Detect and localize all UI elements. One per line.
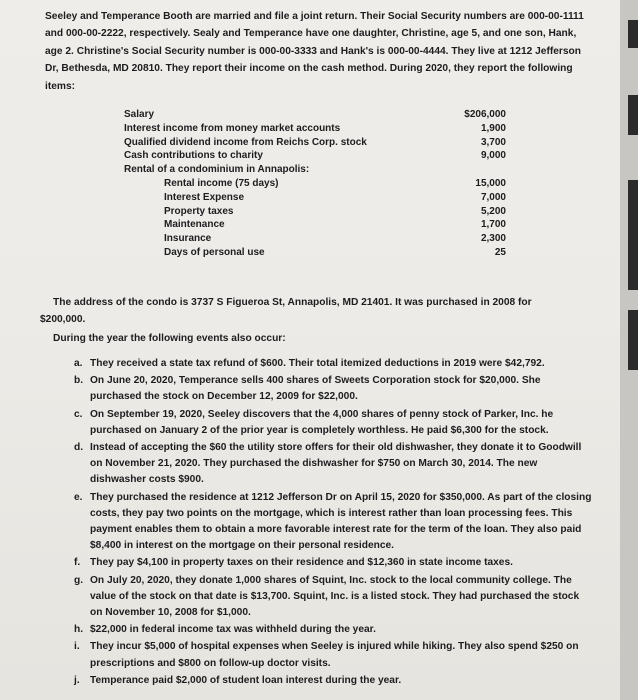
list-item bbox=[74, 573, 592, 622]
table-row bbox=[124, 149, 506, 163]
rental-amount: 15,000 bbox=[475, 177, 506, 189]
list-item bbox=[74, 373, 592, 405]
address-line-2: $200,000. bbox=[40, 314, 86, 325]
item-text: They purchased the residence at 1212 Jefferson Dr on April 15, 2020 for $350,000. As part of the closing costs, they pay two points on the mortgage, which is interest rather than loan processing fees. This payment enables them to obtain a more favorable interest rate for the term of the loan. They also paid $8,400 in interest on the mortgage on their personal residence. bbox=[90, 491, 592, 552]
events-intro: During the year the following events also occur: bbox=[53, 333, 286, 344]
rental-row bbox=[124, 246, 506, 260]
item-text: They pay $4,100 in property taxes on their residence and $12,360 in state income taxes. bbox=[90, 557, 513, 569]
item-text: Instead of accepting the $60 the utility store offers for their old dishwasher, they donate it to Goodwill on November 21, 2020. They purchased the dishwasher for $750 on March 30, 2014. The new dishwasher costs $900. bbox=[90, 442, 582, 486]
rental-row bbox=[124, 177, 506, 191]
address-line-1: The address of the condo is 3737 S Figueroa St, Annapolis, MD 21401. It was purchased in 2008 for bbox=[53, 297, 532, 308]
rental-amount: 1,700 bbox=[480, 219, 506, 231]
item-text: On September 19, 2020, Seeley discovers that the 4,000 shares of penny stock of Parker, Inc. he purchased on January 2 of the prior year is completely worthless. He paid $6,300 for the stock. bbox=[90, 408, 554, 436]
table-row bbox=[124, 136, 506, 150]
item-letter: a. bbox=[74, 358, 83, 369]
events-list bbox=[74, 356, 592, 690]
item-letter: f. bbox=[74, 557, 81, 569]
item-letter: g. bbox=[74, 574, 84, 586]
item-amount: 9,000 bbox=[480, 150, 506, 162]
item-letter: c. bbox=[74, 408, 83, 420]
rental-label: Interest Expense bbox=[164, 191, 245, 203]
table-row bbox=[124, 108, 506, 122]
rental-row bbox=[124, 205, 506, 219]
item-label: Qualified dividend income from Reichs Corp. stock bbox=[124, 136, 367, 148]
list-item bbox=[74, 356, 592, 372]
item-text: On June 20, 2020, Temperance sells 400 shares of Sweets Corporation stock for $20,000. She purchased the stock on December 12, 2009 for $22,000. bbox=[90, 375, 541, 403]
item-label: Interest income from money market accounts bbox=[124, 122, 341, 134]
list-item bbox=[74, 639, 592, 671]
item-text: $22,000 in federal income tax was withheld during the year. bbox=[90, 624, 376, 636]
edge-mark bbox=[628, 20, 638, 48]
edge-mark bbox=[628, 95, 638, 135]
item-amount: 1,900 bbox=[480, 122, 506, 134]
list-item bbox=[74, 407, 592, 439]
edge-mark bbox=[628, 310, 638, 370]
item-letter: d. bbox=[74, 442, 84, 454]
intro-paragraph: Seeley and Temperance Booth are married and file a joint return. Their Social Security numbers are 000-00-1111 and 000-00-2222, respectively. Sealy and Temperance have one daughter, Christine, age 5, and one son, Hank, age 2. Christine's Social Security number is 000-00-3333 and Hank's is 000-00-4444. They live at 1212 Jefferson Dr, Bethesda, MD 20810. They report their income on the cash method. During 2020, they report the following items: bbox=[45, 11, 584, 92]
list-item bbox=[74, 555, 592, 571]
rental-label: Rental income (75 days) bbox=[164, 177, 279, 189]
rental-amount: 5,200 bbox=[480, 205, 506, 217]
rental-row bbox=[124, 218, 506, 232]
item-amount: 3,700 bbox=[480, 136, 506, 148]
income-items-table bbox=[124, 108, 506, 260]
table-row bbox=[124, 122, 506, 136]
item-label: Rental of a condominium in Annapolis: bbox=[124, 164, 310, 176]
rental-amount: 25 bbox=[494, 246, 506, 258]
rental-label: Maintenance bbox=[164, 219, 225, 231]
condo-address-paragraph bbox=[40, 294, 573, 328]
item-letter: j. bbox=[74, 674, 80, 686]
rental-amount: 2,300 bbox=[480, 233, 506, 245]
item-amount: $206,000 bbox=[464, 109, 506, 120]
item-letter: b. bbox=[74, 375, 84, 387]
rental-label: Days of personal use bbox=[164, 246, 265, 258]
rental-amount: 7,000 bbox=[480, 191, 506, 203]
item-label: Salary bbox=[124, 109, 155, 120]
item-text: They received a state tax refund of $600. Their total itemized deductions in 2019 were $42,792. bbox=[90, 358, 545, 369]
item-text: On July 20, 2020, they donate 1,000 shares of Squint, Inc. stock to the local community college. The value of the stock on that date is $13,700. Squint, Inc. is a listed stock. They had purchased the stock on November 10, 2008 for $1,000. bbox=[90, 574, 580, 619]
item-letter: e. bbox=[74, 491, 83, 503]
table-row bbox=[124, 163, 506, 177]
list-item bbox=[74, 440, 592, 489]
rental-label: Insurance bbox=[164, 233, 212, 245]
item-letter: h. bbox=[74, 624, 84, 636]
page-edge-shadow bbox=[620, 0, 638, 700]
item-text: They incur $5,000 of hospital expenses when Seeley is injured while hiking. They also spend $250 on prescriptions and $800 on follow-up doctor visits. bbox=[90, 641, 579, 669]
item-letter: i. bbox=[74, 641, 80, 653]
list-item bbox=[74, 622, 592, 638]
rental-row bbox=[124, 191, 506, 205]
list-item bbox=[74, 490, 592, 555]
item-label: Cash contributions to charity bbox=[124, 150, 263, 162]
item-text: Temperance paid $2,000 of student loan interest during the year. bbox=[90, 674, 402, 686]
edge-mark bbox=[628, 180, 638, 290]
rental-row bbox=[124, 232, 506, 246]
list-item bbox=[74, 673, 592, 689]
rental-label: Property taxes bbox=[164, 205, 234, 217]
